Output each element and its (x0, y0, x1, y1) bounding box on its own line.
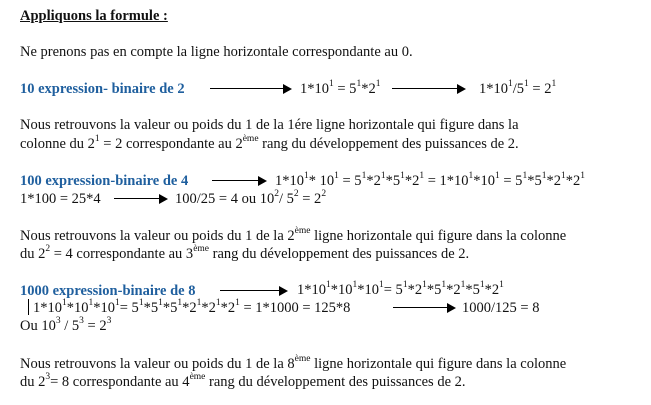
section3-paragraph-line1: Nous retrouvons la valeur ou poids du 1 de la 8ème ligne horizontale qui figure dans la colonne (20, 354, 567, 372)
section2-equation-line2: 1*100 = 25*4 (20, 191, 101, 207)
section2-paragraph-line1: Nous retrouvons la valeur ou poids du 1 de la 2ème ligne horizontale qui figure dans la colonne (20, 226, 567, 244)
section1-label: 10 expression- binaire de 2 (20, 81, 185, 97)
section3-equation-line2: $1*10^1*10^1*10^1= 5^1*5^1*5^1*2^1*2^1*2^1 = 1*1000 = 125*8$ (33, 298, 351, 316)
section1-paragraph-line1: Nous retrouvons la valeur ou poids du 1 de la 1ére ligne horizontale qui figure dans la (20, 117, 519, 133)
section1-paragraph-line2: colonne du $2^1 = 2$ correspondante au 2ème rang du développement des puissances de 2. (20, 134, 519, 152)
section3-equation-line3: Ou $10^3 / 5^3 = 2^3$ (20, 316, 112, 334)
section1-equation-2: $1*10^1/5^1 = 2^1$ (479, 79, 557, 97)
section2-equation-line2-result: 100/25 = 4 ou $10^2/$ $5^2 = 2^2$ (175, 189, 327, 207)
section3-equation: $1*10^1*10^1*10^1= 5^1*2^1*5^1*2^1*5^1*2^1$ (297, 280, 504, 298)
arrow-icon (393, 303, 456, 313)
section3-equation-line2-result: 1000/125 = 8 (462, 300, 540, 316)
section2-paragraph-line2: du $2^2 = 4$ correspondante au 3ème rang du développement des puissances de 2. (20, 244, 470, 262)
page-title: Appliquons la formule : (20, 8, 168, 24)
section3-paragraph-line2: du $2^3= 8$ correspondante au 4ème rang du développement des puissances de 2. (20, 372, 466, 390)
arrow-icon (210, 84, 292, 94)
section3-label: 1000 expression-binaire de 8 (20, 283, 196, 299)
arrow-icon (392, 84, 466, 94)
text-cursor (28, 299, 29, 315)
intro-text: Ne prenons pas en compte la ligne horizontale correspondante au 0. (20, 44, 413, 60)
section1-equation-1: $1*10^1 = 5^1*2^1$ (300, 79, 381, 97)
section2-label: 100 expression-binaire de 4 (20, 173, 189, 189)
arrow-icon (220, 286, 288, 296)
arrow-icon (212, 176, 267, 186)
section2-equation: $1*10^1*$ $10^1 = 5^1*2^1*5^1*2^1 = 1*10^1*10^1 = 5^1*5^1*2^1*2^1$ (275, 171, 585, 189)
arrow-icon (114, 194, 168, 204)
